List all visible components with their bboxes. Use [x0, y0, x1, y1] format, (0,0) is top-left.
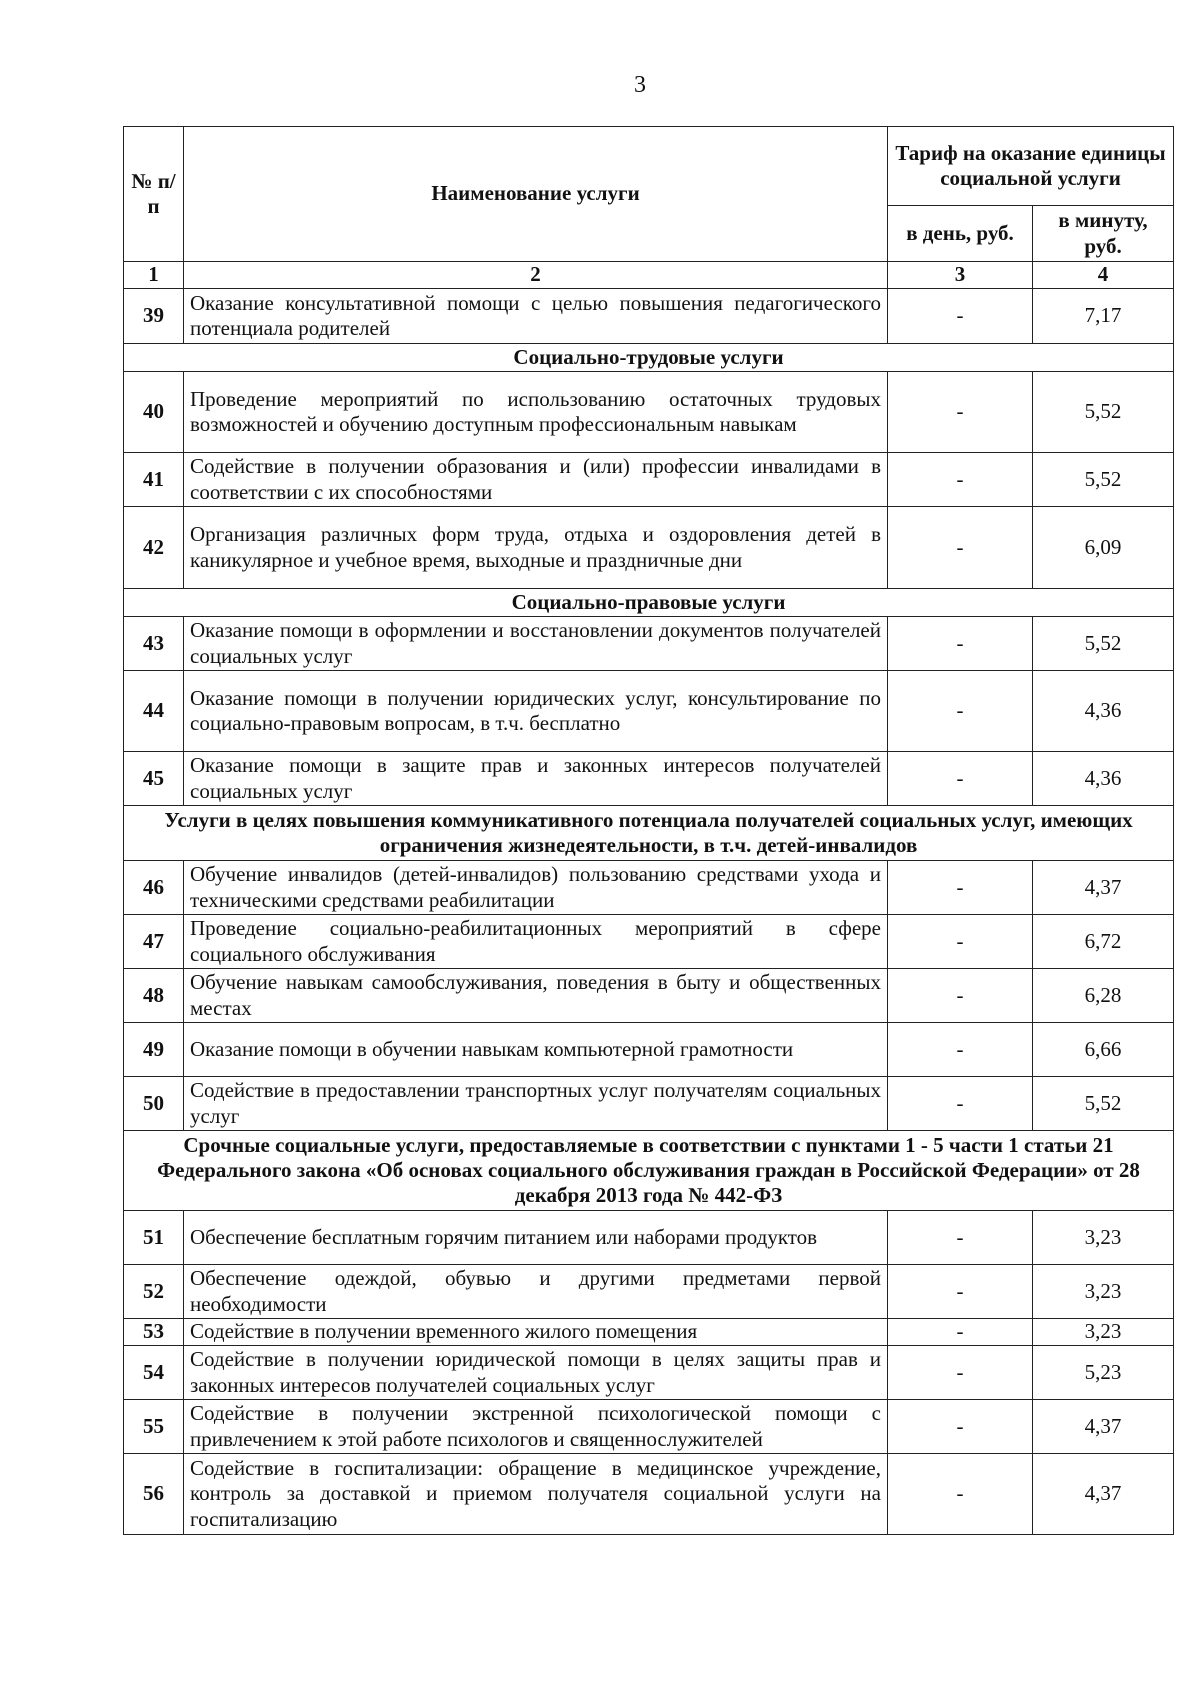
header-per-day: в день, руб. [888, 206, 1033, 262]
service-number: 45 [124, 752, 184, 806]
section-row [124, 1131, 1174, 1211]
header-tariff: Тариф на оказание единицы социальной услуги [888, 127, 1174, 206]
service-number: 51 [124, 1211, 184, 1265]
service-name: Оказание помощи в получении юридических услуг, консультирование по социально-правовым вопросам, в т.ч. бесплатно [184, 671, 888, 752]
header-per-minute: в минуту, руб. [1033, 206, 1174, 262]
service-number: 53 [124, 1319, 184, 1346]
tariff-per-day: - [888, 1077, 1033, 1131]
service-number: 56 [124, 1454, 184, 1535]
service-number: 55 [124, 1400, 184, 1454]
tariff-per-minute: 6,72 [1033, 915, 1174, 969]
section-row [124, 589, 1174, 617]
header-name: Наименование услуги [184, 127, 888, 262]
tariff-per-day: - [888, 861, 1033, 915]
tariff-per-minute: 3,23 [1033, 1319, 1174, 1346]
tariff-per-minute: 3,23 [1033, 1265, 1174, 1319]
table-row [124, 372, 1174, 453]
column-number-1: 1 [124, 262, 184, 289]
section-row [124, 344, 1174, 372]
tariff-per-day: - [888, 1400, 1033, 1454]
service-name: Проведение мероприятий по использованию остаточных трудовых возможностей и обучению доступным профессиональным навыкам [184, 372, 888, 453]
service-number: 39 [124, 289, 184, 344]
tariff-per-day: - [888, 1265, 1033, 1319]
tariff-per-minute: 6,28 [1033, 969, 1174, 1023]
header-num: № п/п [124, 127, 184, 262]
column-number-4: 4 [1033, 262, 1174, 289]
column-number-row [124, 262, 1174, 289]
tariff-per-day: - [888, 1319, 1033, 1346]
tariff-per-minute: 3,23 [1033, 1211, 1174, 1265]
service-name: Обеспечение бесплатным горячим питанием или наборами продуктов [184, 1211, 888, 1265]
service-name: Проведение социально-реабилитационных мероприятий в сфере социального обслуживания [184, 915, 888, 969]
table-row [124, 915, 1174, 969]
table-row [124, 1211, 1174, 1265]
tariff-per-minute: 5,52 [1033, 617, 1174, 671]
service-number: 42 [124, 507, 184, 589]
section-title: Социально-правовые услуги [124, 589, 1174, 617]
service-name: Оказание консультативной помощи с целью повышения педагогического потенциала родителей [184, 289, 888, 344]
table-row [124, 1454, 1174, 1535]
service-number: 48 [124, 969, 184, 1023]
tariff-per-day: - [888, 671, 1033, 752]
service-name: Содействие в госпитализации: обращение в медицинское учреждение, контроль за доставкой и приемом получателя социальной услуги на госпитализацию [184, 1454, 888, 1535]
table-row [124, 617, 1174, 671]
table-row [124, 289, 1174, 344]
page-number: 3 [634, 72, 646, 98]
table-row [124, 1077, 1174, 1131]
table-row [124, 969, 1174, 1023]
tariff-per-day: - [888, 915, 1033, 969]
table-row [124, 1400, 1174, 1454]
table-row [124, 1319, 1174, 1346]
column-number-3: 3 [888, 262, 1033, 289]
service-name: Обучение навыкам самообслуживания, поведения в быту и общественных местах [184, 969, 888, 1023]
tariff-per-minute: 7,17 [1033, 289, 1174, 344]
tariff-per-day: - [888, 1023, 1033, 1077]
service-number: 49 [124, 1023, 184, 1077]
table-row [124, 671, 1174, 752]
tariff-per-minute: 5,52 [1033, 453, 1174, 507]
tariff-per-day: - [888, 372, 1033, 453]
tariff-per-minute: 4,36 [1033, 671, 1174, 752]
table-row [124, 453, 1174, 507]
service-number: 54 [124, 1346, 184, 1400]
table-row [124, 861, 1174, 915]
table-row [124, 752, 1174, 806]
table-row [124, 507, 1174, 589]
tariff-per-minute: 6,66 [1033, 1023, 1174, 1077]
service-name: Обеспечение одеждой, обувью и другими предметами первой необходимости [184, 1265, 888, 1319]
table-row [124, 1265, 1174, 1319]
column-number-2: 2 [184, 262, 888, 289]
tariff-per-minute: 5,52 [1033, 1077, 1174, 1131]
service-number: 41 [124, 453, 184, 507]
tariff-per-day: - [888, 1454, 1033, 1535]
service-name: Содействие в получении юридической помощи в целях защиты прав и законных интересов получателей социальных услуг [184, 1346, 888, 1400]
service-name: Оказание помощи в защите прав и законных интересов получателей социальных услуг [184, 752, 888, 806]
section-title: Социально-трудовые услуги [124, 344, 1174, 372]
tariff-per-minute: 4,37 [1033, 1454, 1174, 1535]
header-row-top [124, 127, 1174, 206]
tariff-per-day: - [888, 453, 1033, 507]
tariff-table-body [124, 127, 1174, 1535]
service-number: 46 [124, 861, 184, 915]
service-number: 50 [124, 1077, 184, 1131]
tariff-table [123, 126, 1174, 1535]
tariff-per-minute: 4,36 [1033, 752, 1174, 806]
service-number: 44 [124, 671, 184, 752]
service-name: Оказание помощи в обучении навыкам компьютерной грамотности [184, 1023, 888, 1077]
section-title: Услуги в целях повышения коммуникативного потенциала получателей социальных услуг, имеющих ограничения жизнедеятельности, в т.ч. детей-инвалидов [124, 806, 1174, 861]
service-number: 52 [124, 1265, 184, 1319]
service-name: Обучение инвалидов (детей-инвалидов) пользованию средствами ухода и техническими средствами реабилитации [184, 861, 888, 915]
service-number: 43 [124, 617, 184, 671]
service-name: Содействие в получении образования и (или) профессии инвалидами в соответствии с их способностями [184, 453, 888, 507]
service-number: 40 [124, 372, 184, 453]
table-row [124, 1346, 1174, 1400]
tariff-per-day: - [888, 752, 1033, 806]
tariff-per-day: - [888, 507, 1033, 589]
tariff-per-minute: 4,37 [1033, 861, 1174, 915]
tariff-per-minute: 6,09 [1033, 507, 1174, 589]
tariff-per-minute: 5,52 [1033, 372, 1174, 453]
service-name: Оказание помощи в оформлении и восстановлении документов получателей социальных услуг [184, 617, 888, 671]
service-name: Содействие в получении временного жилого помещения [184, 1319, 888, 1346]
table-row [124, 1023, 1174, 1077]
tariff-per-minute: 4,37 [1033, 1400, 1174, 1454]
tariff-per-day: - [888, 969, 1033, 1023]
service-name: Организация различных форм труда, отдыха и оздоровления детей в каникулярное и учебное время, выходные и праздничные дни [184, 507, 888, 589]
tariff-per-day: - [888, 1211, 1033, 1265]
service-name: Содействие в получении экстренной психологической помощи с привлечением к этой работе психологов и священнослужителей [184, 1400, 888, 1454]
section-row [124, 806, 1174, 861]
service-number: 47 [124, 915, 184, 969]
tariff-per-day: - [888, 1346, 1033, 1400]
section-title: Срочные социальные услуги, предоставляемые в соответствии с пунктами 1 - 5 части 1 статьи 21 Федерального закона «Об основах социального обслуживания граждан в Российской Федерации» от 28 декабря 2013 года № 442-ФЗ [124, 1131, 1174, 1211]
tariff-per-minute: 5,23 [1033, 1346, 1174, 1400]
tariff-per-day: - [888, 289, 1033, 344]
tariff-per-day: - [888, 617, 1033, 671]
service-name: Содействие в предоставлении транспортных услуг получателям социальных услуг [184, 1077, 888, 1131]
